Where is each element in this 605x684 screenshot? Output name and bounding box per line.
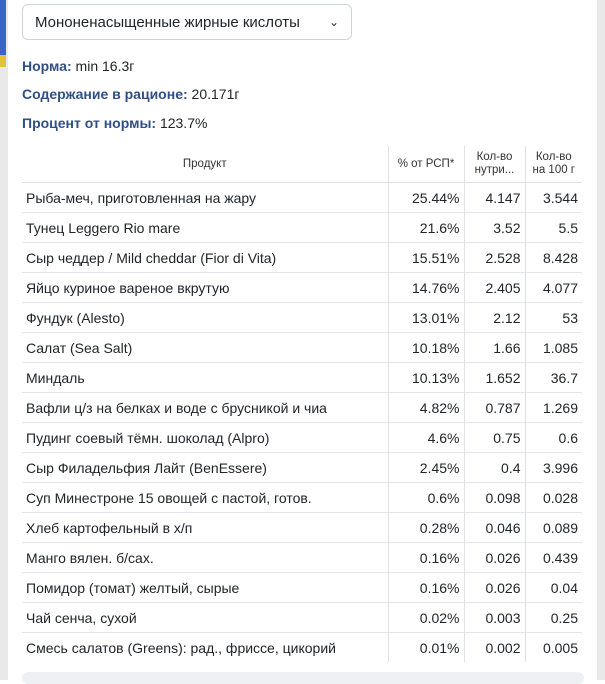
- per100-cell: 5.5: [525, 213, 582, 243]
- amount-cell: 0.003: [464, 603, 525, 633]
- product-cell: Салат (Sea Salt): [22, 333, 388, 363]
- product-cell: Рыба-меч, приготовленная на жару: [22, 183, 388, 213]
- pct-cell: 13.01%: [388, 303, 464, 333]
- header-pct[interactable]: % от РСП*: [388, 146, 464, 183]
- product-cell: Чай сенча, сухой: [22, 603, 388, 633]
- table-row: [22, 483, 582, 513]
- product-cell: Вафли ц/з на белках и воде с брусникой и чиа: [22, 393, 388, 423]
- product-cell: Пудинг соевый тёмн. шоколад (Alpro): [22, 423, 388, 453]
- background-right-edge: [597, 0, 605, 680]
- product-cell: Яйцо куриное вареное вкрутую: [22, 273, 388, 303]
- pct-cell: 0.6%: [388, 483, 464, 513]
- amount-cell: 0.75: [464, 423, 525, 453]
- table-row: [22, 393, 582, 423]
- amount-cell: 0.026: [464, 543, 525, 573]
- percent-label: Процент от нормы:: [22, 115, 157, 131]
- product-cell: Тунец Leggero Rio mare: [22, 213, 388, 243]
- amount-cell: 1.652: [464, 363, 525, 393]
- chevron-down-icon: ⌄: [328, 15, 339, 29]
- per100-cell: 1.085: [525, 333, 582, 363]
- per100-cell: 0.25: [525, 603, 582, 633]
- pct-cell: 4.6%: [388, 423, 464, 453]
- background-stripe: [0, 0, 6, 55]
- per100-cell: 0.439: [525, 543, 582, 573]
- header-per100-line1: Кол-во: [535, 151, 572, 163]
- table-row: [22, 333, 582, 363]
- table-row: [22, 633, 582, 663]
- per100-cell: 0.04: [525, 573, 582, 603]
- amount-cell: 0.4: [464, 453, 525, 483]
- table-row: [22, 543, 582, 573]
- pct-cell: 10.18%: [388, 333, 464, 363]
- table-row: [22, 453, 582, 483]
- product-cell: Миндаль: [22, 363, 388, 393]
- pct-cell: 14.76%: [388, 273, 464, 303]
- bottom-bar: [22, 672, 584, 684]
- per100-cell: 4.077: [525, 273, 582, 303]
- pct-cell: 0.02%: [388, 603, 464, 633]
- product-cell: Манго вялен. б/сах.: [22, 543, 388, 573]
- percent-stat: [22, 115, 207, 131]
- header-per100[interactable]: [525, 146, 582, 183]
- content-stat: [22, 86, 239, 102]
- nutrient-panel: [8, 0, 597, 680]
- per100-cell: 1.269: [525, 393, 582, 423]
- product-cell: Сыр чеддер / Mild cheddar (Fior di Vita): [22, 243, 388, 273]
- per100-cell: 53: [525, 303, 582, 333]
- table-row: [22, 213, 582, 243]
- per100-cell: 3.996: [525, 453, 582, 483]
- header-amount[interactable]: [464, 146, 525, 183]
- table-row: [22, 183, 582, 213]
- pct-cell: 2.45%: [388, 453, 464, 483]
- product-cell: Фундук (Alesto): [22, 303, 388, 333]
- product-cell: Хлеб картофельный в х/п: [22, 513, 388, 543]
- table-row: [22, 603, 582, 633]
- pct-cell: 4.82%: [388, 393, 464, 423]
- background-stripe-yellow: [0, 55, 6, 67]
- amount-cell: 0.026: [464, 573, 525, 603]
- per100-cell: 8.428: [525, 243, 582, 273]
- amount-cell: 4.147: [464, 183, 525, 213]
- pct-cell: 10.13%: [388, 363, 464, 393]
- product-cell: Суп Минестроне 15 овощей с пастой, готов.: [22, 483, 388, 513]
- products-table: [22, 146, 582, 662]
- amount-cell: 2.405: [464, 273, 525, 303]
- amount-cell: 0.046: [464, 513, 525, 543]
- pct-cell: 0.16%: [388, 543, 464, 573]
- table-row: [22, 573, 582, 603]
- per100-cell: 0.6: [525, 423, 582, 453]
- amount-cell: 0.787: [464, 393, 525, 423]
- header-product[interactable]: Продукт: [22, 146, 388, 183]
- norm-label: Норма:: [22, 58, 72, 74]
- per100-cell: 3.544: [525, 183, 582, 213]
- per100-cell: 36.7: [525, 363, 582, 393]
- table-row: [22, 243, 582, 273]
- per100-cell: 0.089: [525, 513, 582, 543]
- amount-cell: 0.098: [464, 483, 525, 513]
- percent-value: 123.7%: [156, 115, 208, 131]
- per100-cell: 0.028: [525, 483, 582, 513]
- background-left-edge: [0, 0, 8, 680]
- table-row: [22, 513, 582, 543]
- product-cell: Сыр Филадельфия Лайт (BenEssere): [22, 453, 388, 483]
- pct-cell: 0.01%: [388, 633, 464, 663]
- amount-cell: 2.528: [464, 243, 525, 273]
- content-value: 20.171г: [187, 86, 240, 102]
- amount-cell: 3.52: [464, 213, 525, 243]
- norm-stat: [22, 58, 134, 74]
- amount-cell: 2.12: [464, 303, 525, 333]
- pct-cell: 0.16%: [388, 573, 464, 603]
- amount-cell: 0.002: [464, 633, 525, 663]
- product-cell: Смесь салатов (Greens): рад., фриссе, цикорий: [22, 633, 388, 663]
- table-row: [22, 423, 582, 453]
- norm-value: min 16.3г: [71, 58, 135, 74]
- per100-cell: 0.005: [525, 633, 582, 663]
- content-label: Содержание в рационе:: [22, 86, 188, 102]
- header-amount-line2: нутри...: [474, 164, 515, 176]
- pct-cell: 0.28%: [388, 513, 464, 543]
- product-cell: Помидор (томат) желтый, сырые: [22, 573, 388, 603]
- table-row: [22, 363, 582, 393]
- header-amount-line1: Кол-во: [476, 151, 513, 163]
- table-row: [22, 273, 582, 303]
- amount-cell: 1.66: [464, 333, 525, 363]
- nutrient-select-value: Мононенасыщенные жирные кислоты: [35, 13, 300, 31]
- nutrient-select[interactable]: [22, 4, 352, 40]
- pct-cell: 25.44%: [388, 183, 464, 213]
- pct-cell: 15.51%: [388, 243, 464, 273]
- table-header-row: [22, 146, 582, 183]
- header-per100-line2: на 100 г: [532, 164, 576, 176]
- pct-cell: 21.6%: [388, 213, 464, 243]
- table-row: [22, 303, 582, 333]
